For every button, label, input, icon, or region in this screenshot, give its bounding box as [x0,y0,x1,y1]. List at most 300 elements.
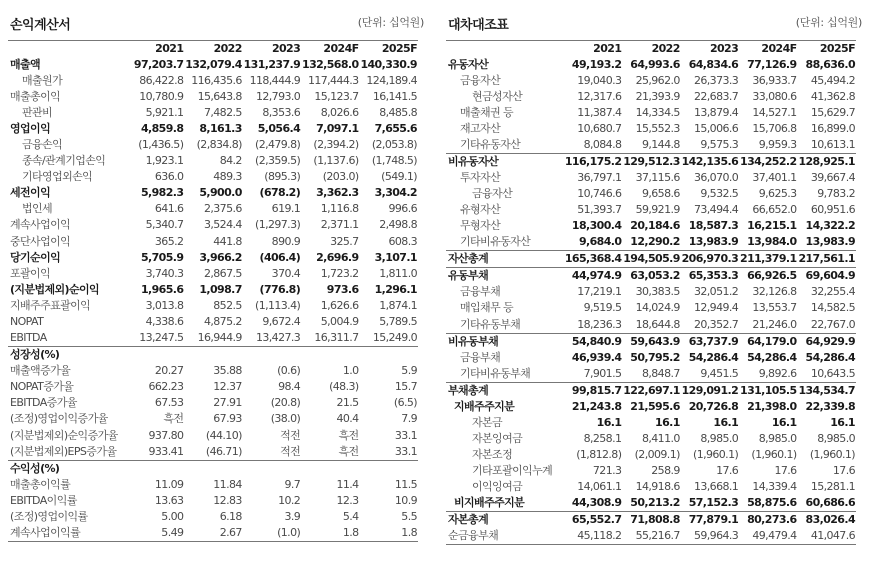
row-value-2024F: 21,246.0 [739,317,797,334]
row-label: 비유동부채 [448,334,499,348]
row-value-2024F: 132,568.0 [302,57,359,71]
row-value-2024F: 흑전 [338,428,359,442]
row-value-2025F: 60,686.6 [798,495,856,512]
column-header-year: 2025F [819,42,855,56]
row-value-2022: 2.67 [184,525,242,542]
row-value-2024F: 80,273.6 [747,513,797,527]
row-value-2022: 852.5 [213,298,242,312]
table-row [8,266,418,282]
row-value-2022: 489.3 [213,170,242,184]
row-value-2024F: 5,004.9 [320,315,359,329]
row-value-2023: (678.2) [259,186,301,200]
row-value-2025F: 83,026.4 [805,513,855,527]
row-value-2025F: 88,636.0 [805,57,855,71]
row-value-2023: 20,726.8 [688,399,739,413]
row-value-2021: 116,175.2 [564,154,622,168]
row-label: 계속사업이익 [10,218,71,232]
column-header-year: 2022 [651,42,680,56]
row-value-2021: 1,965.6 [140,282,184,296]
row-value-2024F [301,460,359,477]
table-row [8,395,418,411]
column-header-year: 2021 [593,42,622,56]
row-value-2023: 13,983.9 [681,234,739,251]
income-statement-unit: (단위: 십억원) [357,16,424,29]
income-statement-header-row [8,41,418,57]
row-value-2021: 5,705.9 [140,250,184,264]
row-label: 영업이익 [10,121,51,135]
row-label: 매출원가 [22,73,63,87]
row-value-2024F: 131,105.5 [740,383,797,397]
row-value-2024F: 1,626.6 [320,298,359,312]
table-row [8,493,418,509]
row-value-2024F: 37,401.1 [752,171,797,185]
row-label: 자본총계 [448,513,489,527]
row-value-2025F: 22,339.8 [805,399,855,413]
row-value-2025F: 1,296.1 [374,282,417,296]
row-value-2022: 258.9 [651,464,680,478]
row-value-2024F: 1,723.2 [320,266,359,280]
row-value-2021: (1,812.8) [576,447,622,461]
table-row [446,234,856,251]
row-label: 재고자산 [460,121,501,135]
row-label: 기타비유동자산 [446,234,564,251]
balance-sheet-body [446,57,856,545]
row-value-2023: 77,879.1 [688,513,739,527]
row-value-2023: 13,427.3 [243,330,301,347]
row-value-2021: 10,746.6 [577,187,622,201]
row-value-2023: 57,152.3 [681,495,739,512]
row-value-2021: 12,317.6 [577,89,622,103]
table-row [8,217,418,233]
row-value-2024F: 1,116.8 [320,202,359,216]
table-row [446,121,856,137]
row-value-2021: 20.27 [154,364,184,378]
row-label: EBITDA [8,330,126,347]
row-value-2023: 20,352.7 [681,317,739,334]
row-value-2023: 98.4 [278,380,301,394]
table-row [446,218,856,234]
table-row [8,153,418,169]
row-value-2024F [301,347,359,364]
row-value-2022: 8,411.0 [641,431,680,445]
table-row [8,477,418,493]
income-statement-table [8,40,418,542]
row-value-2024F: 16,311.7 [301,330,359,347]
row-value-2021: 11,387.4 [577,105,622,119]
row-value-2021: 7,901.5 [564,366,622,383]
table-row [8,105,418,121]
row-value-2022: 64,993.6 [630,57,680,71]
row-value-2024F: 32,126.8 [752,285,797,299]
row-value-2022: 16,944.9 [184,330,242,347]
row-value-2023: 142,135.6 [681,154,739,168]
row-value-2025F: 60,951.6 [810,203,855,217]
row-label: EBITDA이익률 [10,493,77,507]
row-value-2025F: 128,925.1 [798,154,855,168]
row-label: 매출액 [10,57,41,71]
income-statement-header [8,0,428,40]
row-label: 매입채무 등 [460,301,514,315]
row-value-2025F: 1,811.0 [379,266,417,280]
row-value-2025F: 134,534.7 [798,383,855,397]
row-value-2024F: 2,696.9 [316,250,359,264]
row-value-2022 [184,347,242,364]
row-label: NOPAT [10,315,44,329]
row-label: 기타영업외손익 [22,170,93,184]
row-value-2022: 441.8 [213,234,242,248]
row-value-2023: (2,359.5) [255,154,301,168]
row-value-2024F: 2,371.1 [320,218,359,232]
row-label: EBITDA증가율 [10,396,77,410]
row-value-2024F: 13,553.7 [752,301,797,315]
row-label: NOPAT증가율 [10,380,74,394]
row-value-2025F: 7.9 [401,412,417,426]
row-value-2021: 46,939.4 [571,350,622,364]
row-value-2025F: 10,613.1 [798,137,856,154]
row-value-2021: 36,797.1 [577,171,622,185]
table-row [446,284,856,300]
row-value-2022: 12.37 [213,380,242,394]
row-value-2022: 35.88 [213,364,242,378]
row-value-2021: 641.6 [154,202,184,216]
row-value-2025F: 996.6 [388,202,417,216]
row-value-2024F: 3,362.3 [316,186,359,200]
row-label: 기타비유동부채 [446,366,564,383]
row-value-2022: 20,184.6 [630,219,680,233]
row-value-2022: (46.71) [184,444,242,461]
row-value-2025F: 64,929.9 [805,334,855,348]
row-value-2025F: 69,604.9 [805,269,855,283]
row-value-2025F: 16,141.5 [372,89,417,103]
row-value-2021: 65,552.7 [571,513,622,527]
row-value-2021: 3,013.8 [145,298,184,312]
row-value-2021: 99,815.7 [571,383,622,397]
row-value-2024F: 49,479.4 [739,528,797,545]
row-value-2024F: 9,625.3 [758,187,797,201]
row-value-2021: 9,684.0 [564,234,622,251]
row-value-2022: 2,375.6 [203,202,242,216]
row-value-2022: 84.2 [219,154,242,168]
table-row [8,444,418,461]
row-value-2021: 21,243.8 [571,399,622,413]
row-value-2024F: 66,652.0 [752,203,797,217]
row-value-2023: 10.2 [278,493,301,507]
row-value-2022: 3,966.2 [199,250,242,264]
row-value-2023: 619.1 [271,202,301,216]
row-value-2023: 13,879.4 [693,105,739,119]
row-value-2023: (1,960.1) [693,447,739,461]
row-value-2024F: 33,080.6 [752,89,797,103]
row-value-2023: 64,834.6 [688,57,739,71]
row-value-2023: 32,051.2 [693,285,739,299]
row-value-2021: 11.09 [154,477,184,491]
row-label: 계속사업이익률 [8,525,126,542]
row-label: 종속/관계기업손익 [22,154,106,168]
row-value-2025F: 10.9 [394,493,417,507]
row-value-2021: 67.53 [154,396,184,410]
row-value-2024F: 7,097.1 [316,121,359,135]
row-label: 금융자산 [472,187,513,201]
row-label: 현금성자산 [472,89,523,103]
row-value-2022 [184,460,242,477]
row-label: 비지배주주지분 [446,495,564,512]
row-value-2023: 63,737.9 [688,334,739,348]
row-value-2023: (1.0) [243,525,301,542]
row-label: 자본조정 [472,447,513,461]
row-value-2021 [126,347,184,364]
balance-sheet-title: 대차대조표 [448,18,509,33]
row-value-2025F [360,347,418,364]
row-value-2023: 9.7 [284,477,301,491]
row-value-2024F: 1.0 [342,364,359,378]
row-value-2023: 22,683.7 [693,89,739,103]
table-row [446,528,856,545]
row-value-2025F: 124,189.4 [366,73,417,87]
row-value-2025F: 15,629.7 [810,105,855,119]
row-value-2024F: 40.4 [336,412,359,426]
row-value-2023: 12,949.4 [693,301,739,315]
table-row [446,170,856,186]
row-label: 부채총계 [448,383,489,397]
row-value-2025F [360,460,418,477]
table-row [446,153,856,170]
row-value-2021: 14,061.1 [577,480,622,494]
row-value-2023: 131,237.9 [243,57,301,71]
table-row [8,427,418,443]
row-value-2021: 1,923.1 [145,154,184,168]
row-value-2024F: 14,339.4 [752,480,797,494]
row-value-2025F: 39,667.4 [810,171,855,185]
row-value-2022: (44.10) [205,428,242,442]
table-row [446,495,856,512]
row-value-2024F: 12.3 [336,493,359,507]
row-value-2022: 6.18 [219,509,242,523]
row-value-2023: 8,985.0 [700,431,739,445]
income-statement-panel [8,0,428,542]
row-label: 비유동자산 [448,154,499,168]
row-value-2025F: (1,748.5) [371,154,417,168]
row-value-2025F: 32,255.4 [810,285,855,299]
row-value-2021: 4,338.6 [145,315,184,329]
row-label: 자본금 [472,415,503,429]
row-value-2025F: 54,286.4 [805,350,855,364]
row-value-2023: 9,672.4 [262,315,301,329]
table-row [8,234,418,250]
row-value-2024F: 325.7 [330,234,359,248]
balance-sheet-unit: (단위: 십억원) [795,16,862,29]
row-label: 당기순이익 [10,250,61,264]
table-row [446,251,856,268]
row-value-2025F: (2,053.8) [371,138,417,152]
table-row [8,185,418,201]
row-value-2024F: 211,379.1 [739,251,797,268]
row-value-2023: (20.8) [270,396,301,410]
row-value-2021: 44,308.9 [564,495,622,512]
row-value-2021: 721.3 [592,464,622,478]
row-value-2024F: 9,959.3 [739,137,797,154]
row-value-2023: (38.0) [270,412,301,426]
row-value-2022: 122,697.1 [623,383,680,397]
table-row [8,411,418,427]
row-value-2022: 14,024.9 [635,301,680,315]
row-value-2025F: 217,561.1 [798,251,856,268]
row-value-2022: 15,643.8 [197,89,242,103]
row-value-2022: 27.91 [213,396,242,410]
row-value-2021: 16.1 [596,415,622,429]
row-value-2021: 5,921.1 [145,105,184,119]
column-header-year: 2024F [761,42,797,56]
row-value-2021: 5.00 [161,509,184,523]
balance-sheet-table [446,40,856,545]
row-value-2021: 5.49 [126,525,184,542]
row-value-2023 [243,347,301,364]
row-value-2023 [243,460,301,477]
row-value-2021: 54,840.9 [571,334,622,348]
row-value-2025F: 140,330.9 [360,57,417,71]
row-label: 투자자산 [460,171,501,185]
row-label: 포괄이익 [10,266,51,280]
row-value-2024F: 흑전 [301,444,359,461]
row-value-2023: 9,532.5 [700,187,739,201]
row-value-2025F: 11.5 [394,477,417,491]
row-value-2024F: 54,286.4 [747,350,797,364]
row-value-2025F: 41,362.8 [810,89,855,103]
row-value-2023: 65,353.3 [688,269,739,283]
row-value-2022: 2,867.5 [203,266,242,280]
table-row [8,460,418,477]
column-header-year: 2023 [709,42,739,56]
row-value-2021: 17,219.1 [577,285,622,299]
row-value-2023: (0.6) [277,364,301,378]
row-value-2024F: (2,394.2) [313,138,359,152]
table-row [446,105,856,121]
row-label: 자본잉여금 [472,431,523,445]
row-value-2021: 18,300.4 [571,219,622,233]
row-value-2022: 4,875.2 [203,315,242,329]
table-row [446,399,856,415]
row-value-2023: 59,964.3 [681,528,739,545]
row-label: 무형자산 [460,219,501,233]
table-row [8,525,418,542]
table-row [446,382,856,399]
row-label: 자산총계 [446,251,564,268]
row-value-2021: 636.0 [154,170,184,184]
row-value-2023: 5,056.4 [257,121,301,135]
row-value-2024F: 15,706.8 [752,121,797,135]
balance-sheet-header-row [446,41,856,57]
row-value-2022: 63,053.2 [630,269,680,283]
row-label: 유동부채 [448,269,489,283]
row-label: 지배주주표괄이익 [10,298,91,312]
row-value-2021: 51,393.7 [577,203,622,217]
row-value-2021: 8,084.8 [564,137,622,154]
row-value-2021: 10,780.9 [139,89,184,103]
row-value-2022: 5,900.0 [199,186,242,200]
row-value-2022: 9,658.6 [641,187,680,201]
row-value-2022: 21,595.6 [630,399,680,413]
row-value-2021: 5,982.3 [140,186,184,200]
table-row [8,347,418,364]
row-value-2022: 25,962.0 [635,73,680,87]
row-value-2023: 13,668.1 [693,480,739,494]
table-row [8,314,418,330]
row-value-2025F: 15,249.0 [360,330,418,347]
table-row [446,350,856,366]
row-value-2022: 7,482.5 [203,105,242,119]
row-value-2024F: 11.4 [336,477,359,491]
row-value-2024F: 17.6 [774,464,797,478]
table-row [8,57,418,73]
row-value-2022: 14,918.6 [635,480,680,494]
row-label: 기타유동자산 [446,137,564,154]
row-value-2023: 적전 [280,428,301,442]
column-header-year: 2022 [213,42,242,56]
row-value-2021: 933.41 [126,444,184,461]
table-row [8,509,418,525]
row-value-2025F: 14,582.5 [810,301,855,315]
row-value-2024F: 21,398.0 [747,399,797,413]
row-value-2025F: 3,304.2 [374,186,417,200]
row-value-2022: 129,512.3 [623,154,680,168]
row-value-2025F: 2,498.8 [379,218,417,232]
row-value-2022: 71,808.8 [630,513,680,527]
row-value-2023: 370.4 [271,266,301,280]
table-row [8,73,418,89]
row-value-2021: 86,422.8 [139,73,184,87]
row-value-2023: 206,970.3 [681,251,739,268]
table-row [446,431,856,447]
row-value-2025F: 10,643.5 [798,366,856,383]
row-value-2021: 165,368.4 [564,251,622,268]
row-value-2021: 44,974.9 [571,269,622,283]
row-label: (지분법제외)EPS증가율 [8,444,126,461]
row-value-2025F: 3,107.1 [374,250,417,264]
row-value-2022: 50,795.2 [630,350,680,364]
row-value-2023: 9,451.5 [681,366,739,383]
row-value-2025F: 33.1 [394,428,417,442]
row-value-2023: 15,006.6 [693,121,739,135]
row-value-2023: 36,070.0 [693,171,739,185]
row-label: 금융부채 [460,285,501,299]
row-value-2022: 21,393.9 [635,89,680,103]
row-value-2023: 118,444.9 [249,73,301,87]
row-label: 성장성(%) [10,348,60,362]
row-value-2025F: 7,655.6 [374,121,417,135]
row-value-2021: 937.80 [148,428,184,442]
row-value-2024F: 16,215.1 [747,219,797,233]
row-value-2023: 129,091.2 [681,383,739,397]
row-value-2021: 8,258.1 [583,431,622,445]
row-value-2025F: 1.8 [360,525,418,542]
row-value-2024F: 9,892.6 [739,366,797,383]
row-value-2023: 18,587.3 [688,219,739,233]
row-value-2022: 37,115.6 [635,171,680,185]
row-label: 수익성(%) [10,461,60,475]
row-value-2025F: 8,485.8 [379,105,417,119]
table-row [446,366,856,383]
row-value-2025F: 14,322.2 [805,219,855,233]
row-value-2025F: 8,985.0 [817,431,855,445]
row-label: 유형자산 [460,203,501,217]
row-value-2024F: 77,126.9 [747,57,797,71]
row-value-2023: 8,353.6 [262,105,301,119]
row-value-2025F: (6.5) [393,396,417,410]
column-header-year: 2023 [271,42,301,56]
row-value-2022: 16.1 [655,415,680,429]
row-value-2023: 17.6 [716,464,739,478]
row-value-2024F: 14,527.1 [752,105,797,119]
row-label: 법인세 [22,202,53,216]
